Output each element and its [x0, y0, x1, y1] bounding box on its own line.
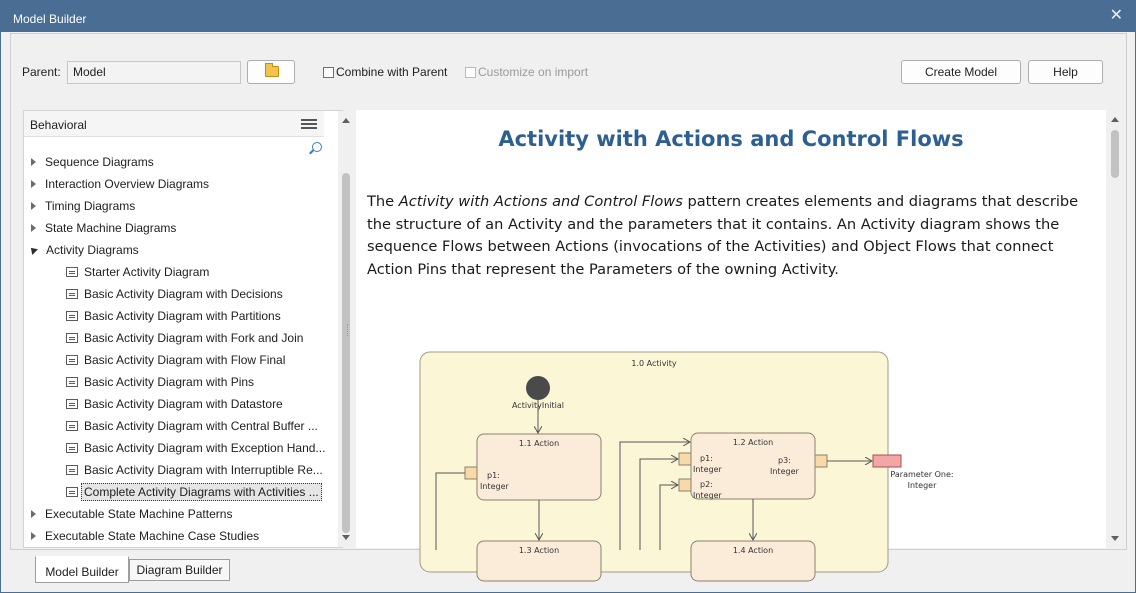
- pin-p3-action-1-2: [815, 455, 827, 467]
- menu-icon[interactable]: [301, 119, 317, 130]
- svg-text:Parameter One:: Parameter One:: [890, 470, 954, 479]
- scroll-up-arrow-icon[interactable]: [342, 118, 350, 123]
- svg-text:1.1 Action: 1.1 Action: [518, 439, 560, 448]
- svg-text:1.3 Action: 1.3 Action: [518, 546, 560, 555]
- svg-text:p1:: p1:: [700, 454, 713, 463]
- builder-panel: [10, 33, 1127, 555]
- tree-item-label: Basic Activity Diagram with Partitions: [84, 309, 281, 323]
- svg-text:p2:: p2:: [700, 480, 713, 489]
- diagram-template-icon: [66, 465, 78, 475]
- tree-item-label: Basic Activity Diagram with Interruptible Re...: [84, 463, 323, 477]
- scroll-thumb[interactable]: [1111, 130, 1119, 178]
- title-bar: [1, 1, 1135, 32]
- help-button[interactable]: Help: [1028, 60, 1103, 84]
- panel-splitter[interactable]: [347, 324, 350, 336]
- tree-group-item[interactable]: [24, 151, 334, 173]
- tree-template-item[interactable]: [24, 327, 334, 349]
- tree-list: [24, 151, 334, 547]
- tree-group-item[interactable]: [24, 239, 334, 261]
- tree-item-label: Basic Activity Diagram with Central Buffer ...: [84, 419, 318, 433]
- svg-text:Integer: Integer: [480, 482, 509, 491]
- tree-template-item[interactable]: [24, 459, 334, 481]
- parent-field[interactable]: Model: [67, 61, 241, 84]
- activity-diagram-preview: [356, 340, 1106, 555]
- diagram-template-icon: [66, 267, 78, 277]
- tree-item-label: Sequence Diagrams: [45, 155, 154, 169]
- tree-item-label: Basic Activity Diagram with Fork and Join: [84, 331, 304, 345]
- svg-text:Integer: Integer: [693, 491, 722, 500]
- diagram-template-icon: [66, 421, 78, 431]
- expand-arrow-icon[interactable]: [31, 180, 36, 188]
- tree-template-item[interactable]: [24, 481, 334, 503]
- tree-item-label: Timing Diagrams: [45, 199, 136, 213]
- tab-model-builder[interactable]: Model Builder: [35, 556, 129, 583]
- tree-item-label: Basic Activity Diagram with Pins: [84, 375, 255, 389]
- tree-template-item[interactable]: [24, 393, 334, 415]
- tree-template-item[interactable]: [24, 415, 334, 437]
- diagram-template-icon: [66, 377, 78, 387]
- tab-diagram-builder[interactable]: Diagram Builder: [129, 559, 230, 581]
- diagram-template-icon: [66, 289, 78, 299]
- preview-scrollbar[interactable]: [1107, 110, 1124, 548]
- tree-item-label: Executable State Machine Case Studies: [45, 529, 260, 543]
- tree-item-label: Basic Activity Diagram with Exception Hand...: [84, 441, 326, 455]
- window-title: Model Builder: [13, 12, 87, 26]
- customize-label: Customize on import: [478, 65, 589, 79]
- scroll-down-arrow-icon[interactable]: [342, 535, 350, 540]
- tree-item-label: Complete Activity Diagrams with Activities ...: [81, 483, 322, 501]
- tree-item-label: Basic Activity Diagram with Flow Final: [84, 353, 286, 367]
- pattern-description: The Activity with Actions and Control Flows pattern creates elements and diagrams that describe the structure of an Activity and the parameters that it contains. An Activity diagram shows the sequence Flows between Actions (invocations of the Activities) and Object Flows that connect Action Pins that represent the Parameters of the owning Activity.: [367, 193, 1079, 278]
- svg-text:Integer: Integer: [693, 465, 722, 474]
- svg-text:Integer: Integer: [907, 481, 937, 490]
- tree-template-item[interactable]: [24, 371, 334, 393]
- parent-label: Parent:: [22, 65, 61, 79]
- tree-template-item[interactable]: [24, 305, 334, 327]
- tree-item-label: Activity Diagrams: [46, 243, 139, 257]
- svg-text:p3:: p3:: [778, 456, 791, 465]
- pin-p2-action-1-2: [679, 479, 691, 491]
- tree-item-label: State Machine Diagrams: [45, 221, 177, 235]
- svg-text:p1:: p1:: [487, 471, 500, 480]
- parameter-one-node: [873, 455, 901, 467]
- tree-template-item[interactable]: [24, 261, 334, 283]
- combine-with-parent-checkbox[interactable]: [323, 65, 447, 79]
- pattern-tree-panel: [23, 110, 343, 548]
- diagram-template-icon: [66, 333, 78, 343]
- tree-item-label: Executable State Machine Patterns: [45, 507, 233, 521]
- bottom-tab-bar: [10, 556, 1127, 586]
- expand-arrow-icon[interactable]: [31, 158, 36, 166]
- pattern-title: Activity with Actions and Control Flows: [498, 127, 964, 151]
- browse-parent-button[interactable]: [247, 60, 295, 84]
- pin-p1: [465, 467, 477, 479]
- svg-text:Integer: Integer: [770, 467, 799, 476]
- expand-arrow-icon[interactable]: [31, 532, 36, 540]
- initial-node: [526, 376, 550, 400]
- pin-p1-action-1-2: [679, 453, 691, 465]
- tree-template-item[interactable]: [24, 283, 334, 305]
- checkbox-box[interactable]: [323, 67, 334, 78]
- folder-icon: [265, 66, 279, 77]
- create-model-button[interactable]: Create Model: [901, 60, 1021, 84]
- expand-arrow-icon[interactable]: [31, 510, 36, 518]
- tree-template-item[interactable]: [24, 437, 334, 459]
- diagram-template-icon: [66, 355, 78, 365]
- tree-category-label: Behavioral: [30, 118, 87, 132]
- tree-group-item[interactable]: [24, 503, 334, 525]
- tree-item-label: Basic Activity Diagram with Decisions: [84, 287, 283, 301]
- tree-scrollbar[interactable]: [338, 111, 354, 547]
- tree-group-item[interactable]: [24, 195, 334, 217]
- tree-item-label: Basic Activity Diagram with Datastore: [84, 397, 283, 411]
- collapse-arrow-icon[interactable]: [28, 245, 38, 255]
- tree-item-label: Interaction Overview Diagrams: [45, 177, 210, 191]
- tree-template-item[interactable]: [24, 349, 334, 371]
- initial-node-label: ActivityInitial: [511, 401, 565, 410]
- scroll-down-arrow-icon[interactable]: [1111, 536, 1119, 541]
- combine-label: Combine with Parent: [336, 65, 448, 79]
- expand-arrow-icon[interactable]: [31, 224, 36, 232]
- tree-group-item[interactable]: [24, 217, 334, 239]
- diagram-template-icon: [66, 399, 78, 409]
- customize-on-import-checkbox: [465, 65, 588, 79]
- diagram-template-icon: [66, 443, 78, 453]
- diagram-template-icon: [66, 487, 78, 497]
- tree-item-label: Starter Activity Diagram: [84, 265, 210, 279]
- tree-group-item[interactable]: [24, 173, 334, 195]
- scroll-thumb[interactable]: [342, 173, 350, 533]
- expand-arrow-icon[interactable]: [31, 202, 36, 210]
- diagram-template-icon: [66, 311, 78, 321]
- close-icon[interactable]: ✕: [1109, 7, 1123, 24]
- svg-text:1.2 Action: 1.2 Action: [732, 438, 774, 447]
- checkbox-box: [465, 67, 476, 78]
- svg-text:1.4 Action: 1.4 Action: [732, 546, 774, 555]
- tree-header: [24, 111, 324, 137]
- activity-label: 1.0 Activity: [631, 359, 677, 368]
- tree-group-item[interactable]: [24, 525, 334, 547]
- pattern-preview-panel: [356, 110, 1106, 555]
- scroll-up-arrow-icon[interactable]: [1111, 117, 1119, 122]
